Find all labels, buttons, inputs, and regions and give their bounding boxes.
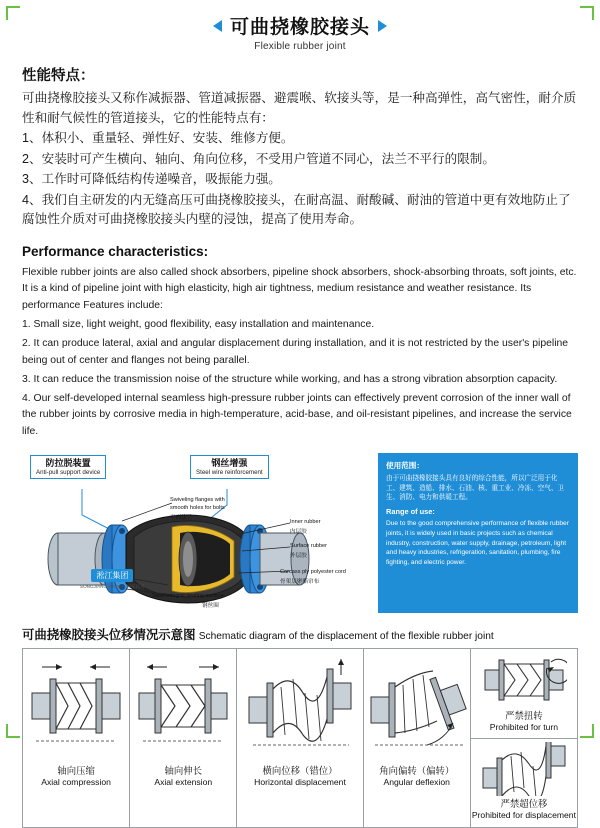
cn-item-2: 2、安装时可产生横向、轴向、角向位移，不受用户管道不同心，法兰不平行的限制。 xyxy=(22,151,495,166)
en-item-1: 1. Small size, light weight, good flexibility, easy installation and maintenance. xyxy=(22,319,375,331)
usage-body-en: Due to the good comprehensive performance of flexible rubber joints, it is widely used in basic projects such as chemical industry, construction, water supply, drainage, petroleum, light and heavy industries, refrigeration, sanitation, plumbing, fire fighting, and electric power. xyxy=(386,520,569,566)
caption-horizontal-en: Horizontal displacement xyxy=(254,776,346,787)
watermark xyxy=(80,565,145,590)
cn-item-3: 3、工作时可降低结构传递噪音，吸振能力强。 xyxy=(22,172,281,187)
en-item-2: 2. It can produce lateral, axial and angular displacement during installation, and it is not restricted by the user's pipeline being out of center and flanges not being parallel. xyxy=(22,337,569,366)
caption-prohibited-displacement xyxy=(472,798,576,820)
usage-body-cn: 由于可曲挠橡胶接头具有良好的综合性能，所以广泛用于化工、建筑、造船、排水、石油、核、重工业、冷冻、空气、卫生、消防、电力和供暖工程。 xyxy=(386,475,565,502)
caption-axial-compression xyxy=(41,765,111,787)
en-item-4: 4. Our self-developed internal seamless high-pressure rubber joints can effectively prevent corrosion of the inner wall of the rubber joints by corrosive media in high-temperature, acid-base, and oil-resistant pipelines, and increase the service life. xyxy=(22,392,572,438)
cn-item-4: 4、我们自主研发的内无缝高压可曲挠橡胶接头，在耐高温、耐酸碱、耐油的管道中更有效地防止了腐蚀性介质对可曲挠橡胶接头内壁的浸蚀，提高了使用寿命。 xyxy=(22,192,571,227)
corner-mark-top-right xyxy=(580,6,594,20)
caption-prohibited-displacement-cn: 严禁超位移 xyxy=(500,798,548,810)
corner-mark-top-left xyxy=(6,6,20,20)
caption-prohibited-displacement-en: Prohibited for displacement xyxy=(471,809,576,820)
caption-prohibited-turn xyxy=(490,710,558,732)
caption-angular-en: Angular deflexion xyxy=(383,776,450,787)
displacement-cell-axial-extension xyxy=(130,649,237,827)
page-header xyxy=(0,0,600,52)
label-sealing-surface-en: Steel integral sealing surface xyxy=(152,593,224,600)
caption-axial-extension-cn: 轴向伸长 xyxy=(164,765,202,777)
watermark-sub: SONGJIANG GROUP 国家认可 xyxy=(80,584,145,590)
displacement-cell-axial-compression xyxy=(23,649,130,827)
en-intro: Flexible rubber joints are also called shock absorbers, pipeline shock absorbers, shock-absorbing throats, soft joints, etc. It is a kind of pipeline joint with high elasticity, high air tightness, medium resistance and weather resistance. Its performance Features include: xyxy=(22,266,577,312)
displacement-cell-horizontal xyxy=(237,649,363,827)
axial-compression-diagram xyxy=(28,653,124,763)
cn-heading: 性能特点： xyxy=(22,68,95,84)
label-carcass-ply-cn: 骨架层聚酯帘布 xyxy=(280,579,320,586)
label-surface-rubber-en: Surface rubber xyxy=(290,543,328,550)
prohibited-displacement xyxy=(471,738,577,827)
en-heading: Performance characteristics: xyxy=(22,243,209,259)
displacement-cell-angular xyxy=(364,649,471,827)
caption-angular-cn: 角向偏转（偏转） xyxy=(379,765,455,777)
caption-axial-extension xyxy=(154,765,212,787)
displacement-grid xyxy=(22,648,578,828)
figure-band xyxy=(22,453,578,613)
corner-mark-bottom-left xyxy=(6,724,20,738)
label-swivel-flanges-en-1: Swiveling flanges with xyxy=(170,497,225,504)
chinese-section xyxy=(0,64,600,230)
usage-panel xyxy=(378,453,578,613)
watermark-brand: 淞江集团 xyxy=(91,569,133,582)
angular-deflexion-diagram xyxy=(367,653,467,763)
label-surface-rubber-cn: 外层胶 xyxy=(290,553,307,560)
page-title-cn: 可曲挠橡胶接头 xyxy=(229,17,370,38)
en-item-3: 3. It can reduce the transmission noise of the structure while working, and has a strong vibration absorption capacity. xyxy=(22,373,558,385)
english-section xyxy=(0,244,600,441)
callout-anti-pull-cn: 防拉脱装置 xyxy=(45,458,91,469)
label-flat-flange-cn: 平面法兰 xyxy=(170,515,193,522)
displacement-title xyxy=(22,625,578,643)
caption-axial-extension-en: Axial extension xyxy=(154,776,213,787)
triangle-left-icon xyxy=(213,20,222,32)
callout-anti-pull-en: Anti-pull support device xyxy=(36,468,101,476)
caption-prohibited-turn-en: Prohibited for turn xyxy=(489,721,559,732)
cn-intro: 可曲挠橡胶接头又称作减振器、管道减振器、避震喉、软接头等，是一种高弹性，高气密性，耐介质性和耐气候性的管道接头，它的性能特点有： xyxy=(22,91,577,125)
usage-title-cn: 使用范围： xyxy=(386,461,424,471)
prohibited-turn-diagram xyxy=(481,652,567,708)
corner-mark-bottom-right xyxy=(580,724,594,738)
callout-steel-wire-en: Steel wire reinforcement xyxy=(196,468,263,476)
caption-prohibited-turn-cn: 严禁扭转 xyxy=(505,710,543,722)
prohibited-displacement-diagram xyxy=(481,742,567,796)
caption-axial-compression-cn: 轴向压缩 xyxy=(57,765,95,777)
callout-steel-wire-cn: 钢丝增强 xyxy=(211,458,248,469)
product-diagram xyxy=(22,453,372,613)
usage-title-en: Range of use: xyxy=(386,506,435,516)
label-inner-rubber-cn: 内层胶 xyxy=(290,529,307,536)
displacement-title-cn: 可曲挠橡胶接头位移情况示意图 xyxy=(22,628,196,643)
displacement-title-en: Schematic diagram of the displacement of the flexible rubber joint xyxy=(198,631,494,643)
header-title-row xyxy=(0,12,600,39)
label-wire-ring-cn: 钢丝圈 xyxy=(202,603,219,610)
cn-item-1: 1、体积小、重量轻、弹性好、安装、维修方便。 xyxy=(22,131,294,146)
caption-horizontal xyxy=(254,765,346,787)
label-inner-rubber-en: Inner rubber xyxy=(290,519,321,526)
caption-axial-compression-en: Axial compression xyxy=(41,776,111,787)
prohibited-turn xyxy=(471,649,577,738)
triangle-right-icon xyxy=(378,20,387,32)
caption-angular xyxy=(379,765,454,787)
axial-extension-diagram xyxy=(135,653,231,763)
page-title-en: Flexible rubber joint xyxy=(254,41,346,52)
label-carcass-ply-en: Carcass ply polyester cord xyxy=(280,569,346,576)
label-swivel-flanges-en-2: smooth holes for bolts xyxy=(170,505,225,512)
caption-horizontal-cn: 横向位移（错位） xyxy=(262,765,338,777)
displacement-cell-prohibited xyxy=(471,649,577,827)
horizontal-displacement-diagram xyxy=(245,653,355,763)
